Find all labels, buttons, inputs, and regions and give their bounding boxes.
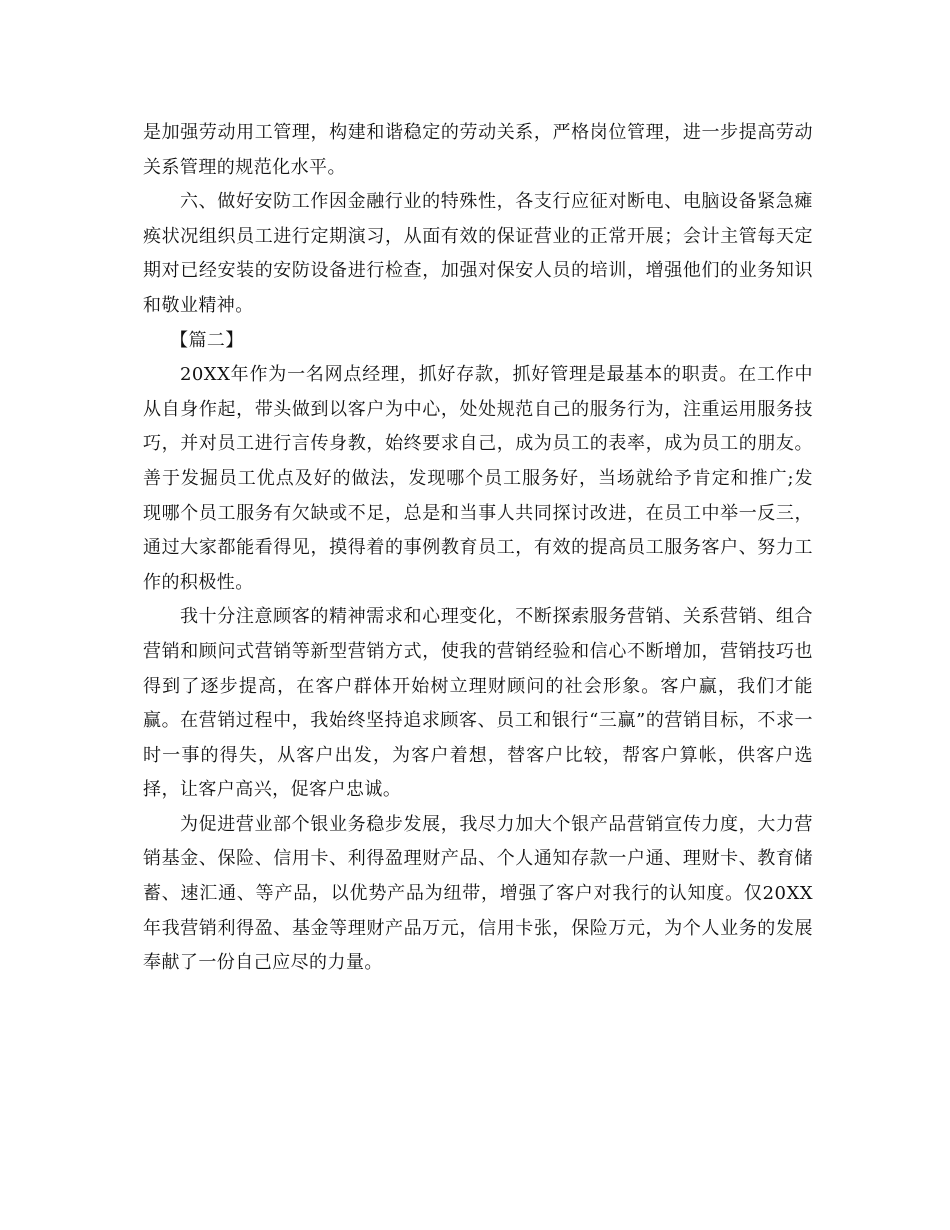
paragraph-marketing: 我十分注意顾客的精神需求和心理变化，不断探索服务营销、关系营销、组合营销和顾问式营销等新型营销方式，使我的营销经验和信心不断增加，营销技巧也得到了逐步提高，在客户群体开始树立理财顾问的社会形象。客户赢，我们才能赢。在营销过程中，我始终坚持追求顾客、员工和银行“三赢”的营销目标，不求一时一事的得失，从客户出发，为客户着想，替客户比较，帮客户算帐，供客户选择，让客户高兴，促客户忠诚。 (143, 606, 813, 801)
document-body (143, 116, 813, 981)
paragraph-continuation: 是加强劳动用工管理，构建和谐稳定的劳动关系，严格岗位管理，进一步提高劳动关系管理的规范化水平。 (143, 122, 813, 178)
paragraph-security-work: 六、做好安防工作因金融行业的特殊性，各支行应征对断电、电脑设备紧急瘫痪状况组织员工进行定期演习，从面有效的保证营业的正常开展；会计主管每天定期对已经安装的安防设备进行检查，加强对保安人员的培训，增强他们的业务知识和敬业精神。 (143, 191, 813, 316)
section-heading: 【篇二】 (170, 329, 244, 351)
paragraph-products: 为促进营业部个银业务稳步发展，我尽力加大个银产品营销宣传力度，大力营销基金、保险、信用卡、利得盈理财产品、个人通知存款一户通、理财卡、教育储蓄、速汇通、等产品，以优势产品为纽带，增强了客户对我行的认知度。仅20XX年我营销利得盈、基金等理财产品万元，信用卡张，保险万元，为个人业务的发展奉献了一份自己应尽的力量。 (143, 813, 813, 974)
paragraph-branch-manager: 20XX年作为一名网点经理，抓好存款，抓好管理是最基本的职责。在工作中从自身作起，带头做到以客户为中心，处处规范自己的服务行为，注重运用服务技巧，并对员工进行言传身教，始终要求自己，成为员工的表率，成为员工的朋友。善于发掘员工优点及好的做法，发现哪个员工服务好，当场就给予肯定和推广;发现哪个员工服务有欠缺或不足，总是和当事人共同探讨改进，在员工中举一反三，通过大家都能看得见，摸得着的事例教育员工，有效的提高员工服务客户、努力工作的积极性。 (143, 364, 813, 593)
